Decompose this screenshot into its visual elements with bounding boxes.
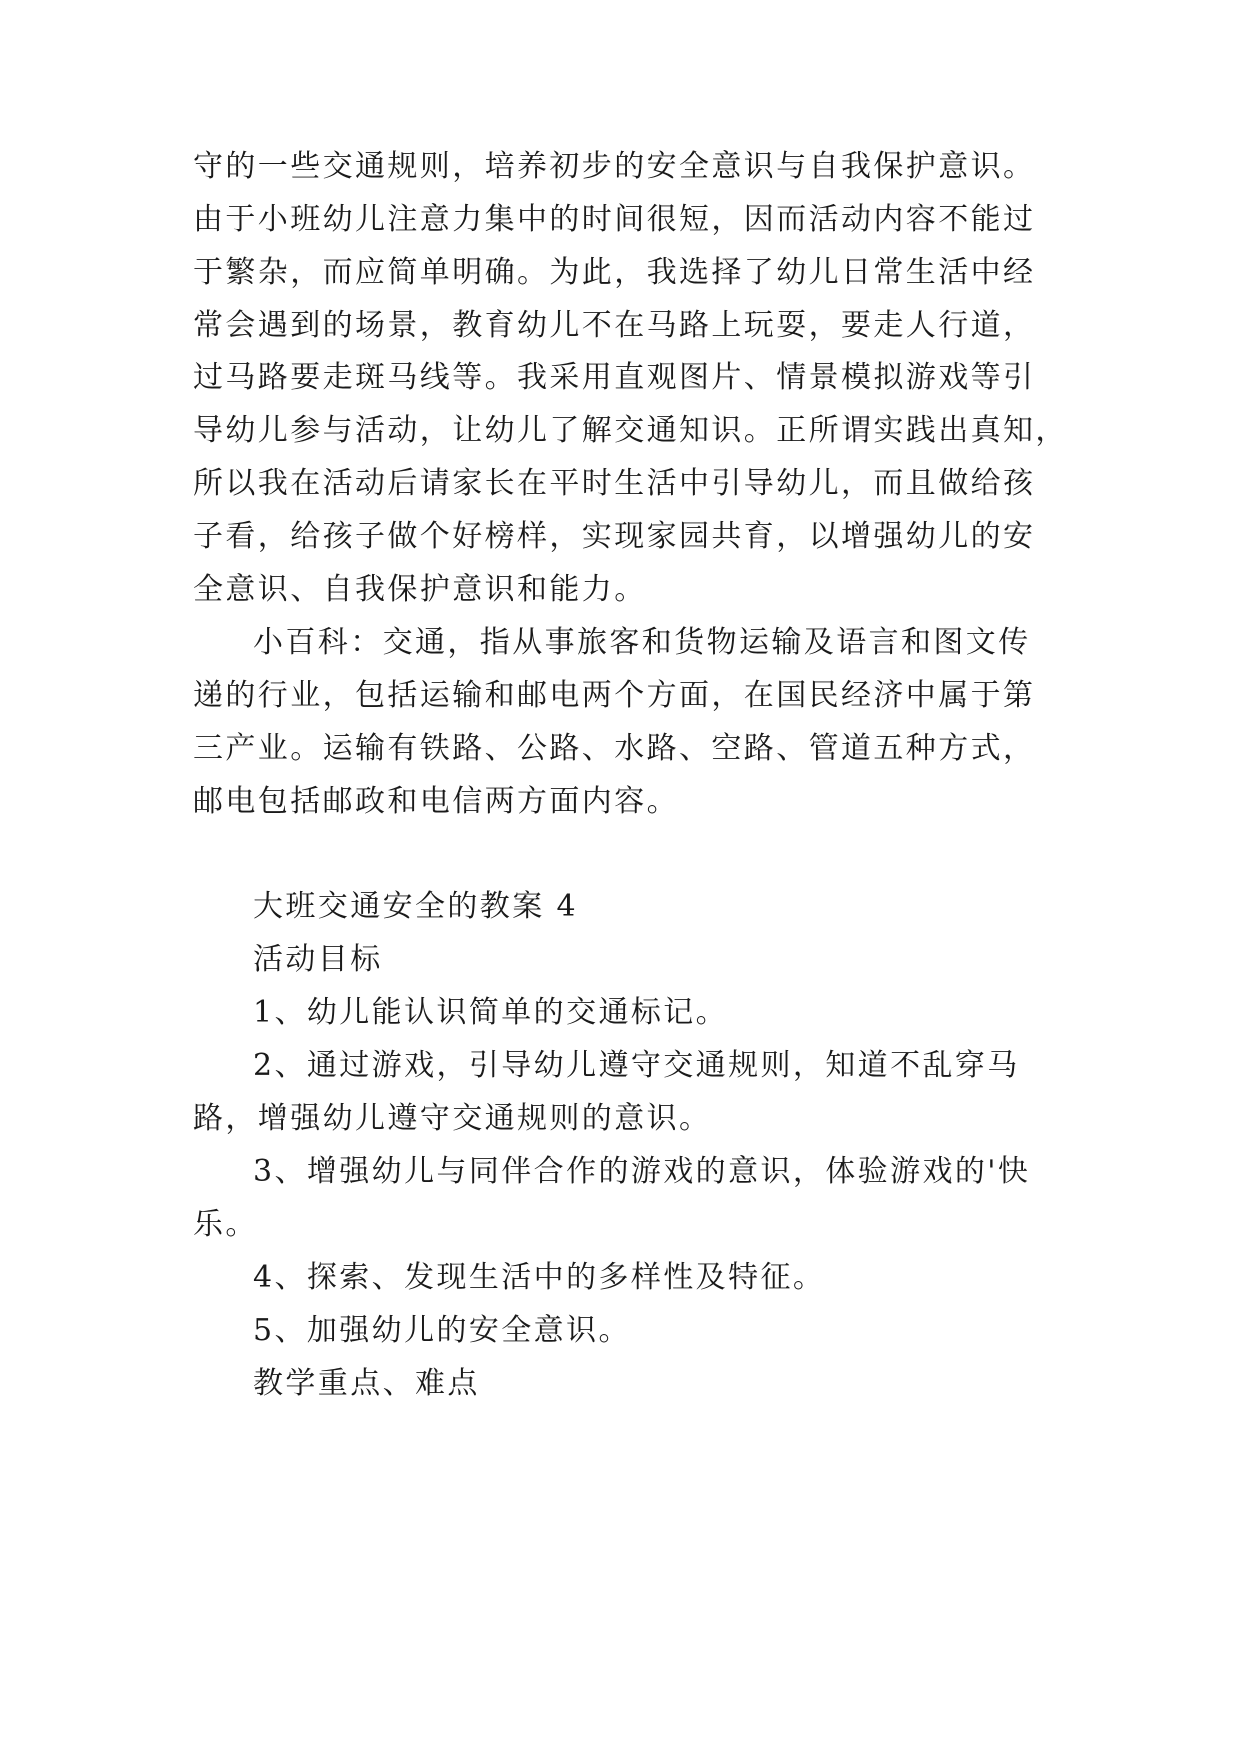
goals-heading: 活动目标 bbox=[253, 942, 383, 977]
paragraph-1-line-3: 于繁杂，而应简单明确。为此，我选择了幼儿日常生活中经 bbox=[193, 255, 1036, 290]
goal-3-line-2: 乐。 bbox=[193, 1207, 258, 1242]
paragraph-1-line-2: 由于小班幼儿注意力集中的时间很短，因而活动内容不能过 bbox=[193, 202, 1036, 237]
paragraph-1-line-4: 常会遇到的场景，教育幼儿不在马路上玩耍，要走人行道， bbox=[193, 308, 1036, 343]
paragraph-2-line-2: 递的行业，包括运输和邮电两个方面，在国民经济中属于第 bbox=[193, 678, 1036, 713]
goal-5-line-1: 5、加强幼儿的安全意识。 bbox=[253, 1313, 631, 1348]
goal-4-line-1: 4、探索、发现生活中的多样性及特征。 bbox=[253, 1260, 826, 1295]
paragraph-1-line-5: 过马路要走斑马线等。我采用直观图片、情景模拟游戏等引 bbox=[193, 360, 1036, 395]
section-title: 大班交通安全的教案 4 bbox=[253, 889, 579, 924]
goal-2-line-2: 路，增强幼儿遵守交通规则的意识。 bbox=[193, 1101, 712, 1136]
paragraph-2-line-1: 小百科：交通，指从事旅客和货物运输及语言和图文传 bbox=[253, 625, 1031, 660]
paragraph-1-line-7: 所以我在活动后请家长在平时生活中引导幼儿，而且做给孩 bbox=[193, 466, 1036, 501]
goal-1-line-1: 1、幼儿能认识简单的交通标记。 bbox=[253, 995, 729, 1030]
paragraph-1-line-6: 导幼儿参与活动，让幼儿了解交通知识。正所谓实践出真知， bbox=[193, 413, 1068, 448]
paragraph-2-line-3: 三产业。运输有铁路、公路、水路、空路、管道五种方式， bbox=[193, 731, 1036, 766]
paragraph-1-line-8: 子看，给孩子做个好榜样，实现家园共育，以增强幼儿的安 bbox=[193, 519, 1036, 554]
paragraph-1-line-1: 守的一些交通规则，培养初步的安全意识与自我保护意识。 bbox=[193, 149, 1036, 184]
goal-3-line-1: 3、增强幼儿与同伴合作的游戏的意识，体验游戏的'快 bbox=[253, 1154, 1031, 1189]
paragraph-1-line-9: 全意识、自我保护意识和能力。 bbox=[193, 572, 647, 607]
goal-2-line-1: 2、通过游戏，引导幼儿遵守交通规则，知道不乱穿马 bbox=[253, 1048, 1020, 1083]
paragraph-2-line-4: 邮电包括邮政和电信两方面内容。 bbox=[193, 784, 679, 819]
key-points-heading: 教学重点、难点 bbox=[253, 1366, 480, 1401]
